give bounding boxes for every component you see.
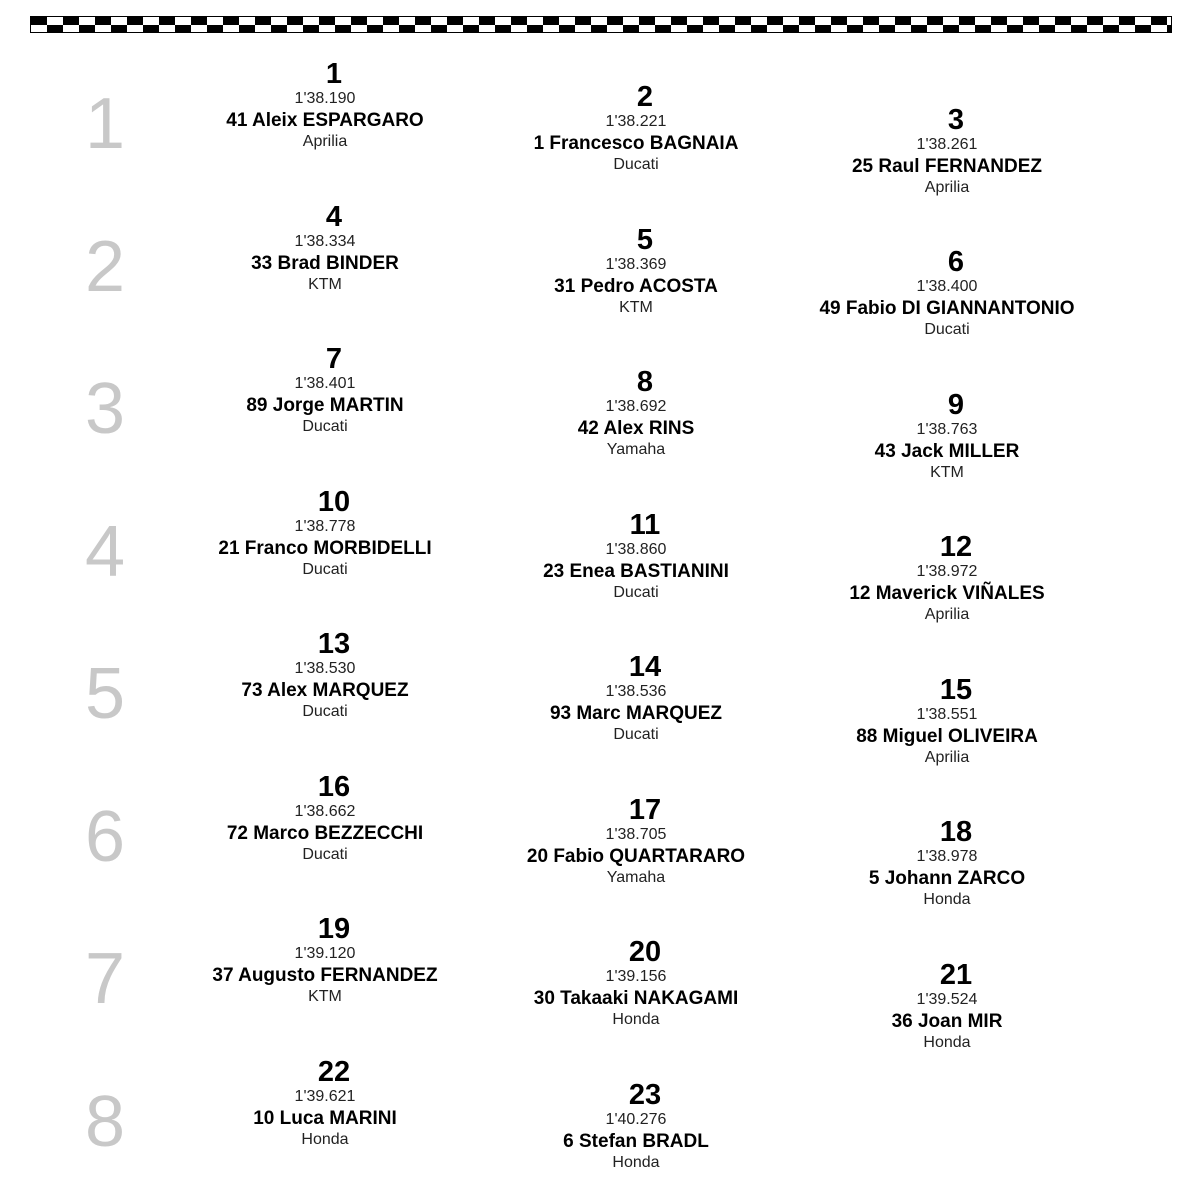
lap-time: 1'38.221 bbox=[605, 113, 667, 130]
lap-time: 1'39.120 bbox=[294, 945, 356, 962]
rider-name: 93 Marc MARQUEZ bbox=[549, 703, 723, 724]
grid-slot bbox=[175, 60, 475, 152]
grid-slot bbox=[486, 226, 786, 318]
rider-name: 49 Fabio DI GIANNANTONIO bbox=[819, 298, 1075, 319]
lap-time: 1'39.156 bbox=[605, 968, 667, 985]
team-name: Ducati bbox=[924, 321, 970, 338]
grid-slot bbox=[486, 368, 786, 460]
grid-position: 7 bbox=[325, 343, 343, 375]
grid-slot bbox=[175, 203, 475, 295]
rider-name: 43 Jack MILLER bbox=[874, 441, 1020, 462]
rider-name: 21 Franco MORBIDELLI bbox=[218, 538, 432, 559]
team-name: Aprilia bbox=[924, 179, 970, 196]
team-name: Aprilia bbox=[302, 133, 348, 150]
lap-time: 1'38.662 bbox=[294, 803, 356, 820]
grid-slot bbox=[486, 796, 786, 888]
grid-position: 9 bbox=[947, 389, 965, 421]
team-name: Honda bbox=[923, 1034, 971, 1051]
lap-time: 1'38.536 bbox=[605, 683, 667, 700]
grid-position: 19 bbox=[317, 913, 351, 945]
team-name: Honda bbox=[612, 1154, 660, 1171]
grid-position: 21 bbox=[939, 959, 973, 991]
lap-time: 1'38.369 bbox=[605, 256, 667, 273]
lap-time: 1'38.334 bbox=[294, 233, 356, 250]
rider-name: 41 Aleix ESPARGARO bbox=[226, 110, 424, 131]
grid-position: 4 bbox=[325, 201, 343, 233]
grid-position: 17 bbox=[628, 794, 662, 826]
lap-time: 1'38.261 bbox=[916, 136, 978, 153]
grid-position: 2 bbox=[636, 81, 654, 113]
grid-slot bbox=[486, 653, 786, 745]
team-name: KTM bbox=[619, 299, 653, 316]
team-name: KTM bbox=[308, 988, 342, 1005]
team-name: KTM bbox=[930, 464, 964, 481]
lap-time: 1'38.551 bbox=[916, 706, 978, 723]
checkered-flag-banner bbox=[30, 16, 1172, 33]
grid-slot bbox=[175, 630, 475, 722]
team-name: Ducati bbox=[302, 418, 348, 435]
rider-name: 12 Maverick VIÑALES bbox=[849, 583, 1045, 604]
team-name: Ducati bbox=[613, 156, 659, 173]
team-name: Ducati bbox=[302, 846, 348, 863]
rider-name: 37 Augusto FERNANDEZ bbox=[212, 965, 438, 986]
team-name: Ducati bbox=[302, 561, 348, 578]
grid-position: 18 bbox=[939, 816, 973, 848]
grid-slot bbox=[797, 248, 1097, 340]
grid-slot bbox=[175, 488, 475, 580]
lap-time: 1'38.860 bbox=[605, 541, 667, 558]
grid-slot bbox=[175, 345, 475, 437]
rider-name: 23 Enea BASTIANINI bbox=[543, 561, 729, 582]
grid-row-number: 7 bbox=[84, 939, 126, 1019]
lap-time: 1'38.978 bbox=[916, 848, 978, 865]
lap-time: 1'38.400 bbox=[916, 278, 978, 295]
grid-slot bbox=[486, 511, 786, 603]
rider-name: 72 Marco BEZZECCHI bbox=[226, 823, 424, 844]
grid-position: 11 bbox=[629, 509, 661, 541]
rider-name: 20 Fabio QUARTARARO bbox=[526, 846, 746, 867]
grid-position: 13 bbox=[317, 628, 351, 660]
rider-name: 31 Pedro ACOSTA bbox=[554, 276, 718, 297]
lap-time: 1'38.972 bbox=[916, 563, 978, 580]
rider-name: 30 Takaaki NAKAGAMI bbox=[533, 988, 739, 1009]
grid-slot bbox=[175, 773, 475, 865]
grid-slot bbox=[797, 676, 1097, 768]
team-name: Ducati bbox=[613, 584, 659, 601]
grid-position: 5 bbox=[636, 224, 654, 256]
rider-name: 89 Jorge MARTIN bbox=[246, 395, 404, 416]
grid-row-number: 4 bbox=[84, 512, 126, 592]
grid-position: 3 bbox=[947, 104, 965, 136]
grid-position: 6 bbox=[947, 246, 965, 278]
grid-row-number: 2 bbox=[84, 227, 126, 307]
lap-time: 1'38.778 bbox=[294, 518, 356, 535]
grid-position: 8 bbox=[636, 366, 654, 398]
grid-position: 10 bbox=[317, 486, 351, 518]
grid-slot bbox=[486, 1081, 786, 1173]
grid-slot bbox=[175, 915, 475, 1007]
rider-name: 1 Francesco BAGNAIA bbox=[533, 133, 739, 154]
lap-time: 1'38.530 bbox=[294, 660, 356, 677]
rider-name: 73 Alex MARQUEZ bbox=[241, 680, 409, 701]
rider-name: 88 Miguel OLIVEIRA bbox=[856, 726, 1038, 747]
rider-name: 5 Johann ZARCO bbox=[868, 868, 1026, 889]
grid-position: 1 bbox=[325, 58, 343, 90]
grid-position: 12 bbox=[939, 531, 973, 563]
grid-slot bbox=[486, 83, 786, 175]
grid-slot bbox=[797, 818, 1097, 910]
lap-time: 1'38.692 bbox=[605, 398, 667, 415]
lap-time: 1'38.401 bbox=[294, 375, 356, 392]
grid-slot bbox=[486, 938, 786, 1030]
grid-slot bbox=[797, 106, 1097, 198]
team-name: Ducati bbox=[302, 703, 348, 720]
grid-row-number: 3 bbox=[84, 369, 126, 449]
grid-position: 22 bbox=[317, 1056, 351, 1088]
lap-time: 1'38.190 bbox=[294, 90, 356, 107]
grid-position: 14 bbox=[628, 651, 662, 683]
grid-row-number: 8 bbox=[84, 1082, 126, 1162]
lap-time: 1'39.524 bbox=[916, 991, 978, 1008]
team-name: Honda bbox=[923, 891, 971, 908]
grid-row-number: 6 bbox=[84, 797, 126, 877]
grid-position: 16 bbox=[317, 771, 351, 803]
team-name: Honda bbox=[612, 1011, 660, 1028]
rider-name: 10 Luca MARINI bbox=[253, 1108, 397, 1129]
team-name: Ducati bbox=[613, 726, 659, 743]
grid-slot bbox=[797, 533, 1097, 625]
grid-slot bbox=[797, 961, 1097, 1053]
grid-slot bbox=[797, 391, 1097, 483]
rider-name: 42 Alex RINS bbox=[577, 418, 695, 439]
rider-name: 6 Stefan BRADL bbox=[563, 1131, 709, 1152]
rider-name: 25 Raul FERNANDEZ bbox=[851, 156, 1043, 177]
grid-position: 23 bbox=[628, 1079, 662, 1111]
lap-time: 1'38.705 bbox=[605, 826, 667, 843]
team-name: Aprilia bbox=[924, 606, 970, 623]
grid-row-number: 1 bbox=[84, 84, 126, 164]
team-name: KTM bbox=[308, 276, 342, 293]
grid-position: 20 bbox=[628, 936, 662, 968]
lap-time: 1'40.276 bbox=[605, 1111, 667, 1128]
grid-row-number: 5 bbox=[84, 654, 126, 734]
lap-time: 1'39.621 bbox=[294, 1088, 356, 1105]
rider-name: 33 Brad BINDER bbox=[251, 253, 399, 274]
team-name: Yamaha bbox=[606, 441, 666, 458]
team-name: Aprilia bbox=[924, 749, 970, 766]
rider-name: 36 Joan MIR bbox=[891, 1011, 1003, 1032]
lap-time: 1'38.763 bbox=[916, 421, 978, 438]
team-name: Honda bbox=[301, 1131, 349, 1148]
team-name: Yamaha bbox=[606, 869, 666, 886]
grid-position: 15 bbox=[939, 674, 973, 706]
grid-slot bbox=[175, 1058, 475, 1150]
